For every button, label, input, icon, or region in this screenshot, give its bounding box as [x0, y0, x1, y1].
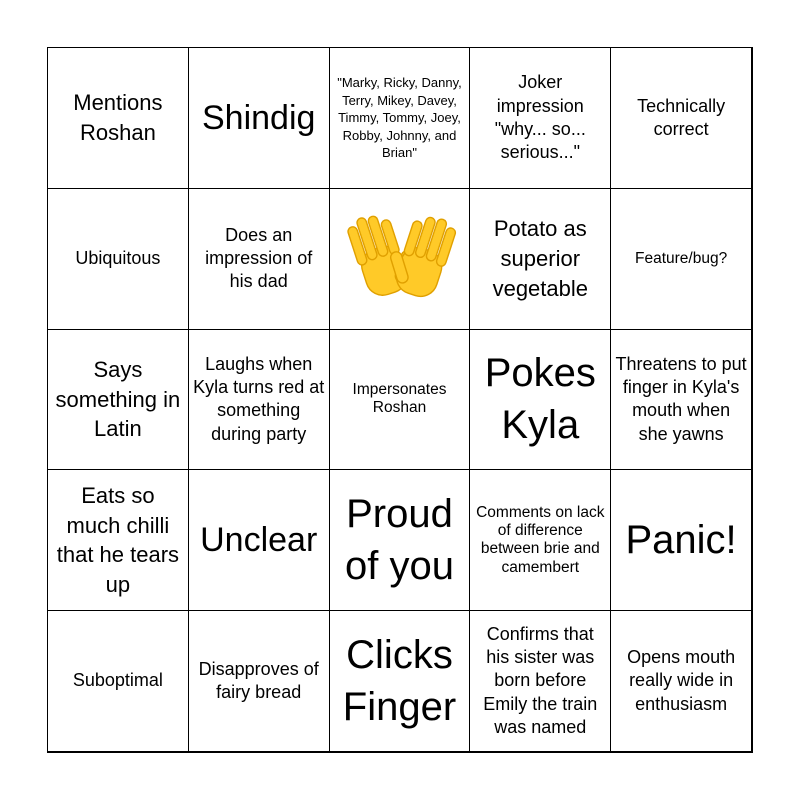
bingo-cell[interactable]: Shindig	[188, 47, 330, 189]
bingo-cell[interactable]: Suboptimal	[47, 610, 189, 752]
bingo-cell[interactable]: Does an impression of his dad	[188, 188, 330, 330]
bingo-cell[interactable]: Pokes Kyla	[469, 329, 611, 471]
waving-hands-icon	[334, 193, 466, 325]
bingo-cell[interactable]: Impersonates Roshan	[329, 329, 471, 471]
bingo-cell[interactable]: Mentions Roshan	[47, 47, 189, 189]
bingo-cell[interactable]: Unclear	[188, 469, 330, 611]
bingo-cell[interactable]: Laughs when Kyla turns red at something during party	[188, 329, 330, 471]
bingo-cell[interactable]: Potato as superior vegetable	[469, 188, 611, 330]
bingo-cell[interactable]: Proud of you	[329, 469, 471, 611]
bingo-cell[interactable]: Ubiquitous	[47, 188, 189, 330]
bingo-cell[interactable]: Eats so much chilli that he tears up	[47, 469, 189, 611]
bingo-cell[interactable]: Comments on lack of difference between brie and camembert	[469, 469, 611, 611]
bingo-cell[interactable]: "Marky, Ricky, Danny, Terry, Mikey, Davey, Timmy, Tommy, Joey, Robby, Johnny, and Brian"	[329, 47, 471, 189]
bingo-board	[47, 47, 753, 753]
bingo-cell[interactable]: Says something in Latin	[47, 329, 189, 471]
bingo-cell[interactable]: Technically correct	[610, 47, 752, 189]
bingo-cell[interactable]: Threatens to put finger in Kyla's mouth when she yawns	[610, 329, 752, 471]
free-space[interactable]	[329, 188, 471, 330]
bingo-cell[interactable]: Confirms that his sister was born before Emily the train was named	[469, 610, 611, 752]
bingo-cell[interactable]: Feature/bug?	[610, 188, 752, 330]
bingo-cell[interactable]: Disapproves of fairy bread	[188, 610, 330, 752]
bingo-cell[interactable]: Joker impression "why... so... serious..."	[469, 47, 611, 189]
bingo-cell[interactable]: Panic!	[610, 469, 752, 611]
bingo-cell[interactable]: Clicks Finger	[329, 610, 471, 752]
bingo-cell[interactable]: Opens mouth really wide in enthusiasm	[610, 610, 752, 752]
